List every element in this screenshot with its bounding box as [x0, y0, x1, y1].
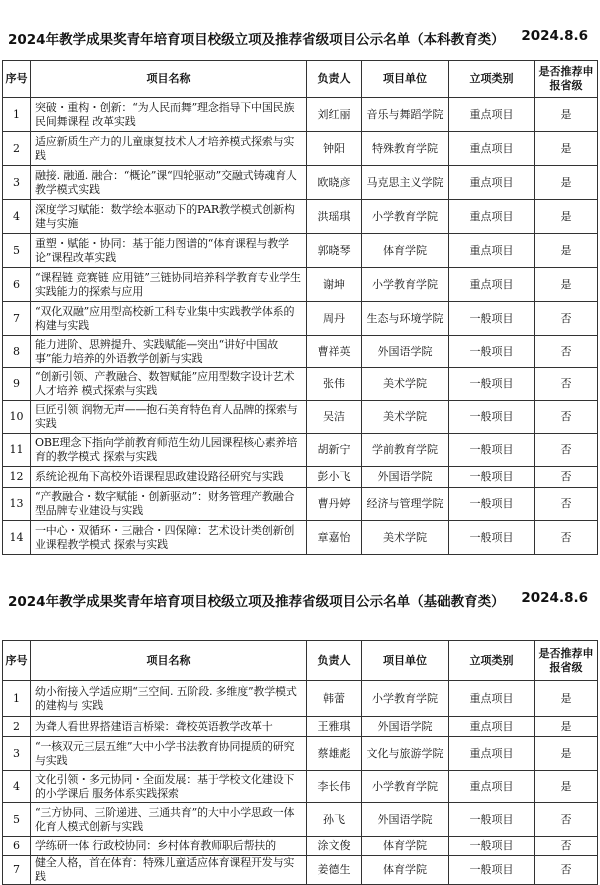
- recommend-status: 否: [535, 837, 598, 856]
- row-number: 1: [3, 98, 31, 132]
- recommend-status: 否: [535, 803, 598, 837]
- project-unit: 学前教育学院: [362, 434, 449, 467]
- row-number: 9: [3, 368, 31, 401]
- section1-header-row: [3, 61, 598, 98]
- project-unit: 体育学院: [362, 856, 449, 885]
- table-row: [3, 856, 598, 885]
- project-leader: 彭小飞: [307, 467, 362, 488]
- project-name: 学练研一体 行政校协同：乡村体育教师职后帮扶的: [31, 837, 307, 856]
- project-category: 重点项目: [449, 234, 535, 268]
- table-row: [3, 336, 598, 368]
- table-row: [3, 368, 598, 401]
- project-category: 一般项目: [449, 336, 535, 368]
- row-number: 1: [3, 681, 31, 717]
- recommend-status: 否: [535, 302, 598, 336]
- project-leader: 王雅琪: [307, 717, 362, 737]
- project-leader: 胡新宁: [307, 434, 362, 467]
- table-row: [3, 166, 598, 200]
- project-leader: 孙飞: [307, 803, 362, 837]
- project-name: “三方协同、三阶递进、三通共育”的大中小学思政一体化育人模式创新与实践: [31, 803, 307, 837]
- project-name: 幼小衔接入学适应期“三空间. 五阶段. 多维度”教学模式的建构与 实践: [31, 681, 307, 717]
- project-leader: 涂文俊: [307, 837, 362, 856]
- row-number: 5: [3, 803, 31, 837]
- project-leader: 姜德生: [307, 856, 362, 885]
- table-row: [3, 717, 598, 737]
- row-number: 4: [3, 771, 31, 803]
- recommend-status: 是: [535, 681, 598, 717]
- project-leader: 郭晓琴: [307, 234, 362, 268]
- project-unit: 小学教育学院: [362, 681, 449, 717]
- project-name: 融接. 融通. 融合：“概论”课“四轮驱动”交融式铸魂育人教学模式实践: [31, 166, 307, 200]
- recommend-status: 否: [535, 488, 598, 521]
- table-row: [3, 837, 598, 856]
- row-number: 6: [3, 268, 31, 302]
- project-leader: 欧晓彦: [307, 166, 362, 200]
- header-leader: 负责人: [307, 61, 362, 98]
- project-name: 为聋人看世界搭建语言桥梁：聋校英语教学改革十: [31, 717, 307, 737]
- project-leader: 曹祥英: [307, 336, 362, 368]
- table-row: [3, 132, 598, 166]
- project-name: 系统论视角下高校外语课程思政建设路径研究与实践: [31, 467, 307, 488]
- project-unit: 小学教育学院: [362, 268, 449, 302]
- project-unit: 生态与环境学院: [362, 302, 449, 336]
- table-row: [3, 302, 598, 336]
- project-leader: 蔡雄彪: [307, 737, 362, 771]
- project-category: 重点项目: [449, 166, 535, 200]
- project-name: OBE理念下指向学前教育师范生幼儿园课程核心素养培育的教学模式 探索与实践: [31, 434, 307, 467]
- project-name: 突破・重构・创新：“为人民而舞”理念指导下中国民族民间舞课程 改革实践: [31, 98, 307, 132]
- project-leader: 周丹: [307, 302, 362, 336]
- project-leader: 刘红丽: [307, 98, 362, 132]
- recommend-status: 是: [535, 132, 598, 166]
- project-unit: 外国语学院: [362, 717, 449, 737]
- project-leader: 钟阳: [307, 132, 362, 166]
- table-row: [3, 200, 598, 234]
- project-category: 一般项目: [449, 368, 535, 401]
- project-name: “课程链 竞赛链 应用链”三链协同培养科学教育专业学生实践能力的探索与应用: [31, 268, 307, 302]
- project-leader: 章嘉怡: [307, 521, 362, 555]
- table-row: [3, 771, 598, 803]
- project-unit: 美术学院: [362, 368, 449, 401]
- project-leader: 李长伟: [307, 771, 362, 803]
- row-number: 7: [3, 302, 31, 336]
- row-number: 3: [3, 166, 31, 200]
- project-category: 重点项目: [449, 200, 535, 234]
- project-category: 重点项目: [449, 132, 535, 166]
- table-row: [3, 488, 598, 521]
- section1-date: 2024.8.6: [521, 28, 588, 44]
- project-category: 一般项目: [449, 302, 535, 336]
- header-no: 序号: [3, 641, 31, 681]
- project-category: 一般项目: [449, 521, 535, 555]
- header-category: 立项类别: [449, 61, 535, 98]
- row-number: 10: [3, 401, 31, 434]
- project-category: 一般项目: [449, 434, 535, 467]
- project-category: 一般项目: [449, 803, 535, 837]
- row-number: 12: [3, 467, 31, 488]
- header-unit: 项目单位: [362, 61, 449, 98]
- project-unit: 小学教育学院: [362, 771, 449, 803]
- recommend-status: 否: [535, 856, 598, 885]
- recommend-status: 是: [535, 717, 598, 737]
- project-unit: 体育学院: [362, 234, 449, 268]
- table-row: [3, 467, 598, 488]
- row-number: 6: [3, 837, 31, 856]
- table-row: [3, 681, 598, 717]
- section2-title-text: 2024年教学成果奖青年培育项目校级立项及推荐省级项目公示名单（基础教育类）: [8, 594, 505, 610]
- table-row: [3, 98, 598, 132]
- project-leader: 谢坤: [307, 268, 362, 302]
- header-category: 立项类别: [449, 641, 535, 681]
- project-leader: 吴洁: [307, 401, 362, 434]
- project-unit: 马克思主义学院: [362, 166, 449, 200]
- project-unit: 体育学院: [362, 837, 449, 856]
- recommend-status: 是: [535, 166, 598, 200]
- row-number: 11: [3, 434, 31, 467]
- header-recommend: 是否推荐申报省级: [535, 641, 598, 681]
- recommend-status: 否: [535, 368, 598, 401]
- project-unit: 美术学院: [362, 401, 449, 434]
- header-project-name: 项目名称: [31, 61, 307, 98]
- row-number: 8: [3, 336, 31, 368]
- project-unit: 外国语学院: [362, 803, 449, 837]
- recommend-status: 否: [535, 336, 598, 368]
- project-name: 能力进阶、思辨提升、实践赋能—突出“讲好中国故事”能力培养的外语教学创新与实践: [31, 336, 307, 368]
- recommend-status: 否: [535, 401, 598, 434]
- project-category: 一般项目: [449, 467, 535, 488]
- section2-date: 2024.8.6: [521, 590, 588, 606]
- project-category: 重点项目: [449, 737, 535, 771]
- project-unit: 经济与管理学院: [362, 488, 449, 521]
- recommend-status: 是: [535, 200, 598, 234]
- project-name: “一核双元三层五维”大中小学书法教育协同提质的研究与实践: [31, 737, 307, 771]
- project-category: 重点项目: [449, 98, 535, 132]
- section2-header-row: [3, 641, 598, 681]
- project-category: 一般项目: [449, 488, 535, 521]
- project-category: 一般项目: [449, 856, 535, 885]
- row-number: 13: [3, 488, 31, 521]
- recommend-status: 是: [535, 234, 598, 268]
- table-row: [3, 234, 598, 268]
- recommend-status: 否: [535, 434, 598, 467]
- section1-table: [2, 60, 598, 555]
- project-leader: 曹丹婷: [307, 488, 362, 521]
- section2-table: [2, 640, 598, 885]
- project-unit: 外国语学院: [362, 336, 449, 368]
- project-unit: 小学教育学院: [362, 200, 449, 234]
- project-leader: 张伟: [307, 368, 362, 401]
- header-unit: 项目单位: [362, 641, 449, 681]
- project-unit: 音乐与舞蹈学院: [362, 98, 449, 132]
- project-unit: 外国语学院: [362, 467, 449, 488]
- project-name: “创新引领、产教融合、数智赋能”应用型数字设计艺术人才培养 模式探索与实践: [31, 368, 307, 401]
- project-name: 一中心・双循环・三融合・四保障：艺术设计类创新创业课程教学模式 探索与实践: [31, 521, 307, 555]
- project-name: “产教融合・数字赋能・创新驱动”：财务管理产教融合型品牌专业建设与实践: [31, 488, 307, 521]
- project-name: 巨匠引领 润物无声——抱石美育特色育人品牌的探索与实践: [31, 401, 307, 434]
- table-row: [3, 434, 598, 467]
- project-category: 一般项目: [449, 401, 535, 434]
- row-number: 5: [3, 234, 31, 268]
- project-category: 重点项目: [449, 681, 535, 717]
- project-category: 一般项目: [449, 837, 535, 856]
- project-unit: 特殊教育学院: [362, 132, 449, 166]
- row-number: 7: [3, 856, 31, 885]
- project-category: 重点项目: [449, 268, 535, 302]
- row-number: 2: [3, 132, 31, 166]
- project-name: 健全人格，首在体育：特殊儿童适应体育课程开发与实践: [31, 856, 307, 885]
- table-row: [3, 737, 598, 771]
- recommend-status: 否: [535, 521, 598, 555]
- header-recommend: 是否推荐申报省级: [535, 61, 598, 98]
- row-number: 2: [3, 717, 31, 737]
- project-name: “双化双融”应用型高校新工科专业集中实践教学体系的构建与实践: [31, 302, 307, 336]
- header-leader: 负责人: [307, 641, 362, 681]
- recommend-status: 是: [535, 737, 598, 771]
- project-name: 文化引领・多元协同・全面发展：基于学校文化建设下的小学课后 服务体系实践探索: [31, 771, 307, 803]
- row-number: 4: [3, 200, 31, 234]
- header-project-name: 项目名称: [31, 641, 307, 681]
- project-leader: 韩蕾: [307, 681, 362, 717]
- project-unit: 美术学院: [362, 521, 449, 555]
- table-row: [3, 803, 598, 837]
- table-row: [3, 401, 598, 434]
- table-row: [3, 268, 598, 302]
- row-number: 14: [3, 521, 31, 555]
- project-category: 重点项目: [449, 717, 535, 737]
- recommend-status: 是: [535, 98, 598, 132]
- project-name: 适应新质生产力的儿童康复技术人才培养模式探索与实践: [31, 132, 307, 166]
- header-no: 序号: [3, 61, 31, 98]
- recommend-status: 是: [535, 771, 598, 803]
- project-unit: 文化与旅游学院: [362, 737, 449, 771]
- recommend-status: 否: [535, 467, 598, 488]
- project-name: 深度学习赋能：数学绘本驱动下的PAR教学模式创新构建与实施: [31, 200, 307, 234]
- row-number: 3: [3, 737, 31, 771]
- project-category: 重点项目: [449, 771, 535, 803]
- recommend-status: 是: [535, 268, 598, 302]
- section1-title-text: 2024年教学成果奖青年培育项目校级立项及推荐省级项目公示名单（本科教育类）: [8, 32, 505, 48]
- project-leader: 洪瑶琪: [307, 200, 362, 234]
- project-name: 重塑・赋能・协同：基于能力图谱的“体育课程与教学论”课程改革实践: [31, 234, 307, 268]
- table-row: [3, 521, 598, 555]
